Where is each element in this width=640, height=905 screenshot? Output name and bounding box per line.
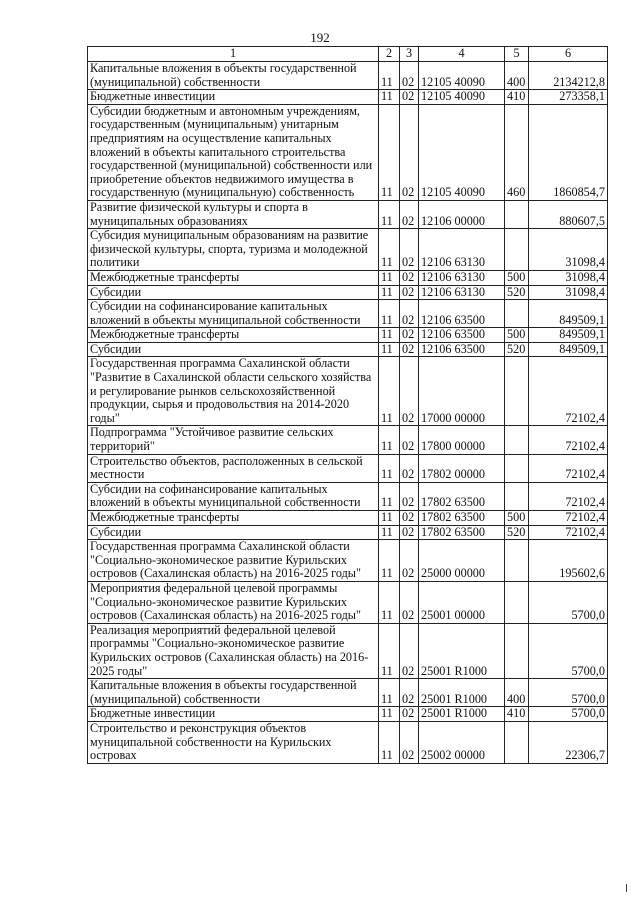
row-expense-type: [505, 721, 529, 763]
row-target-article: 25001 R1000: [419, 707, 505, 722]
row-amount: 72102,4: [529, 454, 608, 482]
row-subsection: 02: [400, 328, 419, 343]
row-expense-type: 410: [505, 90, 529, 105]
row-amount: 849509,1: [529, 328, 608, 343]
table-row: [88, 328, 608, 343]
table-row: [88, 104, 608, 200]
table-row: [88, 200, 608, 228]
page-number: 192: [310, 30, 330, 45]
row-target-article: 12106 63500: [419, 300, 505, 328]
row-amount: 5700,0: [529, 679, 608, 707]
row-name: Государственная программа Сахалинской области "Социально-экономическое развитие Курильских островов (Сахалинская область) на 2016-2025 годы": [88, 540, 379, 582]
row-subsection: 02: [400, 426, 419, 454]
table-row: [88, 454, 608, 482]
table-row: [88, 270, 608, 285]
row-expense-type: [505, 300, 529, 328]
row-section: 11: [379, 328, 400, 343]
row-section: 11: [379, 511, 400, 526]
row-subsection: 02: [400, 707, 419, 722]
row-subsection: 02: [400, 342, 419, 357]
row-subsection: 02: [400, 511, 419, 526]
row-section: 11: [379, 540, 400, 582]
row-subsection: 02: [400, 623, 419, 678]
row-expense-type: [505, 229, 529, 271]
row-amount: 849509,1: [529, 300, 608, 328]
table-row: [88, 300, 608, 328]
row-expense-type: [505, 482, 529, 510]
row-expense-type: 500: [505, 328, 529, 343]
row-subsection: 02: [400, 62, 419, 90]
row-name: Субсидии: [88, 342, 379, 357]
row-expense-type: 520: [505, 342, 529, 357]
row-expense-type: [505, 200, 529, 228]
row-section: 11: [379, 707, 400, 722]
row-name: Строительство и реконструкция объектов муниципальной собственности на Курильских островах: [88, 721, 379, 763]
row-amount: 880607,5: [529, 200, 608, 228]
table-row: [88, 679, 608, 707]
row-target-article: 12106 00000: [419, 200, 505, 228]
row-amount: 72102,4: [529, 525, 608, 540]
row-amount: 72102,4: [529, 357, 608, 426]
row-expense-type: [505, 581, 529, 623]
table-row: [88, 229, 608, 271]
page-edge-mark: [626, 884, 627, 892]
row-target-article: 17800 00000: [419, 426, 505, 454]
row-expense-type: 400: [505, 62, 529, 90]
table-row: [88, 90, 608, 105]
row-name: Субсидии на софинансирование капитальных вложений в объекты муниципальной собственности: [88, 300, 379, 328]
table-row: [88, 357, 608, 426]
row-subsection: 02: [400, 104, 419, 200]
row-name: Межбюджетные трансферты: [88, 270, 379, 285]
row-target-article: 12105 40090: [419, 104, 505, 200]
row-target-article: 25001 R1000: [419, 623, 505, 678]
row-amount: 5700,0: [529, 581, 608, 623]
row-expense-type: 500: [505, 270, 529, 285]
row-target-article: 12106 63130: [419, 270, 505, 285]
row-amount: 849509,1: [529, 342, 608, 357]
row-expense-type: [505, 454, 529, 482]
row-section: 11: [379, 285, 400, 300]
row-section: 11: [379, 454, 400, 482]
row-section: 11: [379, 357, 400, 426]
row-target-article: 12106 63500: [419, 328, 505, 343]
row-name: Межбюджетные трансферты: [88, 511, 379, 526]
header-cell: 3: [400, 47, 419, 62]
row-amount: 72102,4: [529, 482, 608, 510]
row-subsection: 02: [400, 285, 419, 300]
row-amount: 5700,0: [529, 707, 608, 722]
row-target-article: 17802 63500: [419, 525, 505, 540]
row-section: 11: [379, 200, 400, 228]
row-section: 11: [379, 482, 400, 510]
row-target-article: 17802 00000: [419, 454, 505, 482]
table-row: [88, 482, 608, 510]
row-name: Межбюджетные трансферты: [88, 328, 379, 343]
header-cell: 4: [419, 47, 505, 62]
row-section: 11: [379, 104, 400, 200]
row-name: Капитальные вложения в объекты государственной (муниципальной) собственности: [88, 679, 379, 707]
row-section: 11: [379, 300, 400, 328]
row-section: 11: [379, 525, 400, 540]
row-subsection: 02: [400, 300, 419, 328]
row-section: 11: [379, 623, 400, 678]
row-target-article: 12106 63130: [419, 229, 505, 271]
row-name: Мероприятия федеральной целевой программы "Социально-экономическое развитие Курильских островов (Сахалинская область) на 2016-2025 годы": [88, 581, 379, 623]
row-section: 11: [379, 270, 400, 285]
budget-table: [87, 46, 608, 764]
row-subsection: 02: [400, 482, 419, 510]
row-amount: 1860854,7: [529, 104, 608, 200]
row-expense-type: [505, 426, 529, 454]
header-cell: 1: [88, 47, 379, 62]
row-expense-type: 520: [505, 525, 529, 540]
row-target-article: 12106 63500: [419, 342, 505, 357]
row-amount: 31098,4: [529, 270, 608, 285]
table-row: [88, 426, 608, 454]
row-section: 11: [379, 721, 400, 763]
table-row: [88, 581, 608, 623]
row-section: 11: [379, 426, 400, 454]
row-section: 11: [379, 229, 400, 271]
row-name: Развитие физической культуры и спорта в муниципальных образованиях: [88, 200, 379, 228]
row-section: 11: [379, 342, 400, 357]
table-row: [88, 540, 608, 582]
row-subsection: 02: [400, 229, 419, 271]
row-amount: 273358,1: [529, 90, 608, 105]
row-amount: 31098,4: [529, 285, 608, 300]
row-section: 11: [379, 679, 400, 707]
row-name: Капитальные вложения в объекты государственной (муниципальной) собственности: [88, 62, 379, 90]
table-row: [88, 721, 608, 763]
row-target-article: 12106 63130: [419, 285, 505, 300]
row-expense-type: 500: [505, 511, 529, 526]
row-amount: 195602,6: [529, 540, 608, 582]
table-row: [88, 511, 608, 526]
row-target-article: 25002 00000: [419, 721, 505, 763]
header-cell: 6: [529, 47, 608, 62]
row-target-article: 25001 R1000: [419, 679, 505, 707]
row-amount: 31098,4: [529, 229, 608, 271]
table-row: [88, 342, 608, 357]
row-name: Бюджетные инвестиции: [88, 90, 379, 105]
row-amount: 22306,7: [529, 721, 608, 763]
row-expense-type: 410: [505, 707, 529, 722]
row-amount: 72102,4: [529, 426, 608, 454]
row-name: Государственная программа Сахалинской области "Развитие в Сахалинской области сельского хозяйства и регулирование рынков сельскохозяйственной продукции, сырья и продовольствия на 2014-2020 годы": [88, 357, 379, 426]
table-row: [88, 623, 608, 678]
table-row: [88, 707, 608, 722]
row-name: Субсидии бюджетным и автономным учреждениям, государственным (муниципальным) унитарным предприятиям на осуществление капитальных вложений в объекты капитального строительства государственной (муниципальной) собственности или приобретение объектов недвижимого имущества в государственную (муниципальную) собственность: [88, 104, 379, 200]
row-target-article: 12105 40090: [419, 90, 505, 105]
row-target-article: 17802 63500: [419, 482, 505, 510]
row-expense-type: [505, 540, 529, 582]
row-name: Субсидии на софинансирование капитальных вложений в объекты муниципальной собственности: [88, 482, 379, 510]
row-target-article: 17802 63500: [419, 511, 505, 526]
row-amount: 72102,4: [529, 511, 608, 526]
row-subsection: 02: [400, 357, 419, 426]
row-section: 11: [379, 90, 400, 105]
row-expense-type: [505, 357, 529, 426]
row-expense-type: 460: [505, 104, 529, 200]
table-header-row: [88, 47, 608, 62]
row-target-article: 25000 00000: [419, 540, 505, 582]
row-target-article: 25001 00000: [419, 581, 505, 623]
table-row: [88, 285, 608, 300]
row-name: Субсидии: [88, 285, 379, 300]
row-target-article: 12105 40090: [419, 62, 505, 90]
row-target-article: 17000 00000: [419, 357, 505, 426]
row-subsection: 02: [400, 540, 419, 582]
row-expense-type: [505, 623, 529, 678]
row-name: Бюджетные инвестиции: [88, 707, 379, 722]
row-section: 11: [379, 581, 400, 623]
row-subsection: 02: [400, 270, 419, 285]
row-name: Реализация мероприятий федеральной целевой программы "Социально-экономическое развитие Курильских островов (Сахалинская область) на 2016-2025 годы": [88, 623, 379, 678]
row-subsection: 02: [400, 721, 419, 763]
row-name: Подпрограмма "Устойчивое развитие сельских территорий": [88, 426, 379, 454]
header-cell: 2: [379, 47, 400, 62]
header-cell: 5: [505, 47, 529, 62]
row-amount: 5700,0: [529, 623, 608, 678]
row-name: Субсидия муниципальным образованиям на развитие физической культуры, спорта, туризма и молодежной политики: [88, 229, 379, 271]
row-subsection: 02: [400, 200, 419, 228]
table-row: [88, 525, 608, 540]
row-section: 11: [379, 62, 400, 90]
row-subsection: 02: [400, 90, 419, 105]
row-name: Субсидии: [88, 525, 379, 540]
row-amount: 2134212,8: [529, 62, 608, 90]
row-expense-type: 400: [505, 679, 529, 707]
row-subsection: 02: [400, 525, 419, 540]
row-subsection: 02: [400, 679, 419, 707]
row-name: Строительство объектов, расположенных в сельской местности: [88, 454, 379, 482]
row-subsection: 02: [400, 581, 419, 623]
table-row: [88, 62, 608, 90]
row-subsection: 02: [400, 454, 419, 482]
row-expense-type: 520: [505, 285, 529, 300]
